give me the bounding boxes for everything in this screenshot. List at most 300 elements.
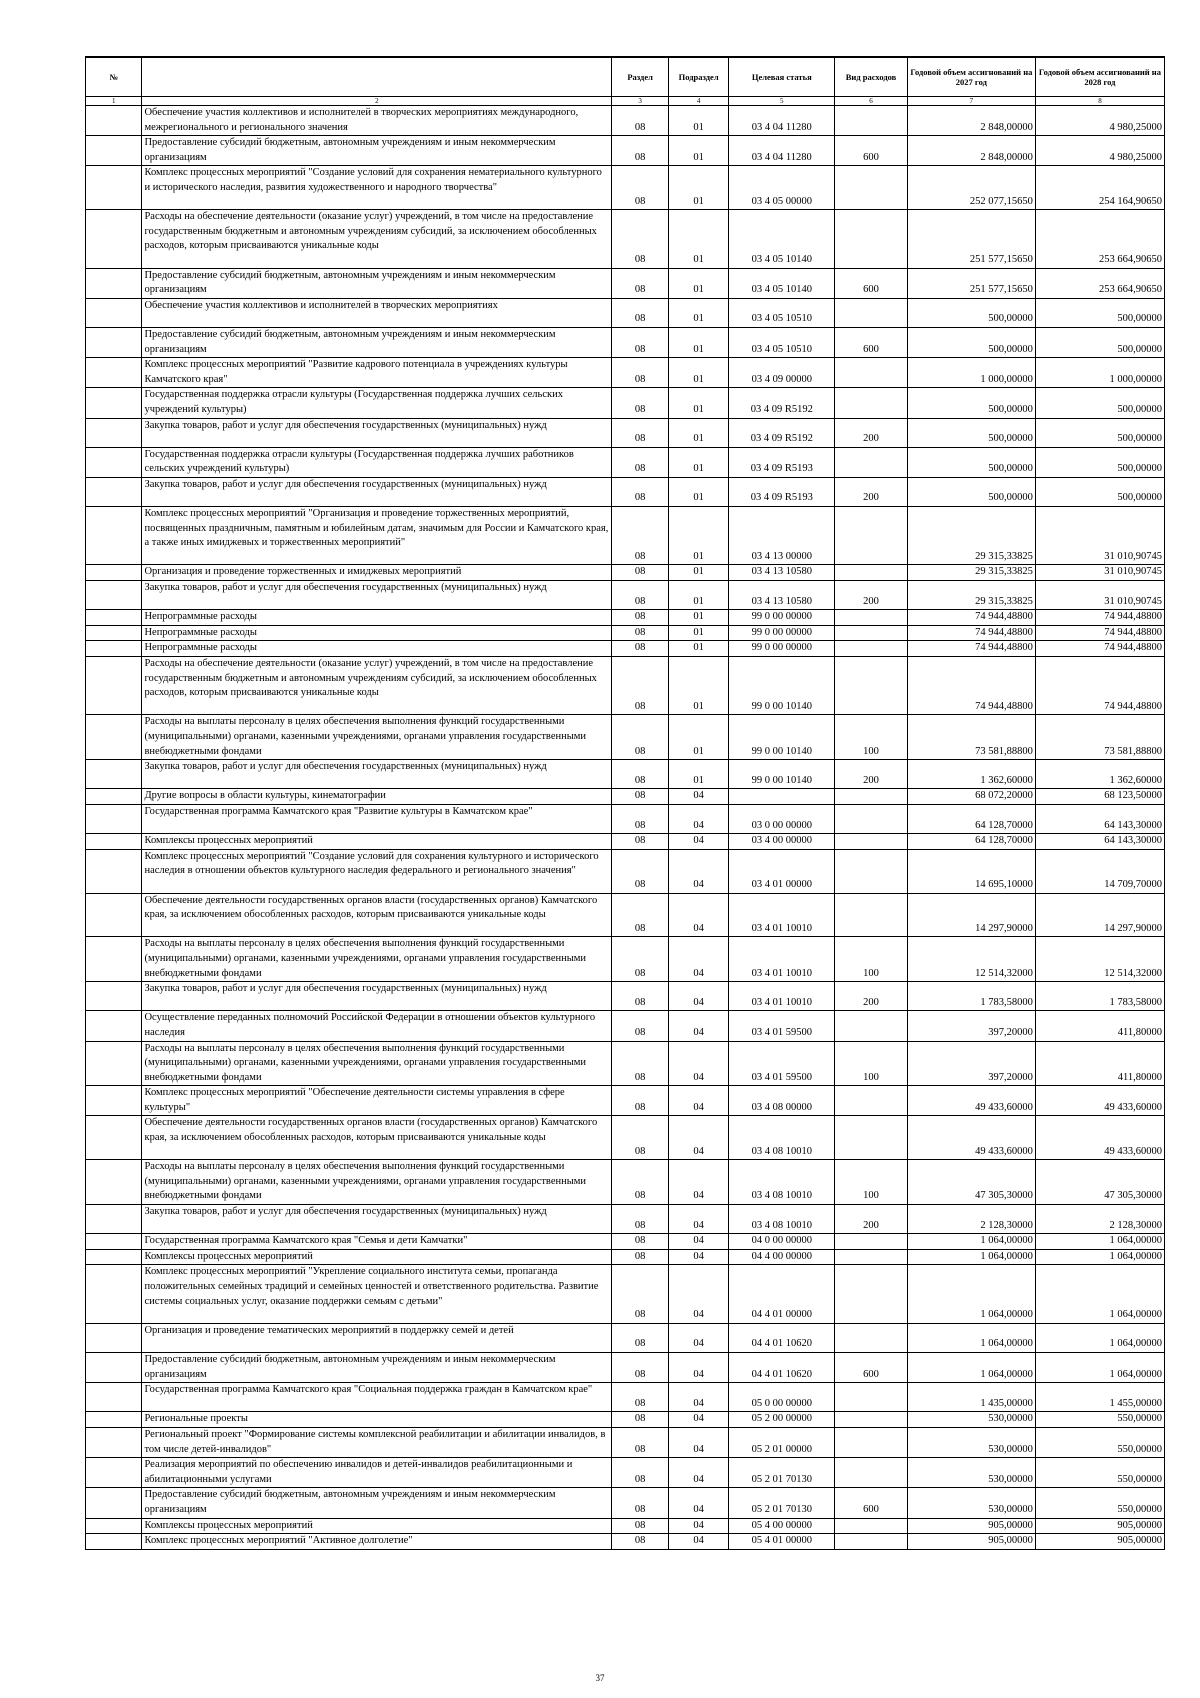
expense-type-code: 200	[835, 760, 908, 789]
table-row	[86, 1011, 1165, 1041]
allocation-2028: 254 164,90650	[1035, 166, 1164, 210]
allocation-2028: 1 000,00000	[1035, 358, 1164, 388]
target-article-code: 03 4 05 10510	[729, 298, 835, 327]
item-name: Закупка товаров, работ и услуг для обеспечения государственных (муниципальных) нужд	[142, 477, 612, 506]
target-article-code: 03 4 05 10140	[729, 210, 835, 268]
header-name	[142, 57, 612, 97]
section-code: 08	[612, 657, 668, 715]
allocation-2028: 253 664,90650	[1035, 268, 1164, 298]
section-code: 08	[612, 641, 668, 657]
no-cell	[86, 106, 142, 136]
table-row	[86, 849, 1165, 893]
item-name: Комплекс процессных мероприятий "Укрепление социального института семьи, пропаганда положительных семейных традиций и семейных ценностей и ответственного родительства. Развитие системы социальных услуг, оказание поддержки семьям с детьми"	[142, 1265, 612, 1323]
table-row	[86, 610, 1165, 626]
allocation-2028: 550,00000	[1035, 1427, 1164, 1457]
target-article-code: 04 4 01 00000	[729, 1265, 835, 1323]
allocation-2028: 14 297,90000	[1035, 893, 1164, 937]
item-name: Закупка товаров, работ и услуг для обеспечения государственных (муниципальных) нужд	[142, 982, 612, 1011]
item-name: Государственная программа Камчатского края "Развитие культуры в Камчатском крае"	[142, 804, 612, 833]
target-article-code: 05 4 01 00000	[729, 1534, 835, 1550]
item-name: Комплексы процессных мероприятий	[142, 834, 612, 850]
expense-type-code: 200	[835, 1205, 908, 1234]
expense-type-code	[835, 804, 908, 833]
target-article-code: 04 4 01 10620	[729, 1353, 835, 1383]
section-code: 08	[612, 1427, 668, 1457]
expense-type-code	[835, 893, 908, 937]
allocation-2028: 12 514,32000	[1035, 937, 1164, 982]
target-article-code: 03 4 05 10510	[729, 327, 835, 357]
section-code: 08	[612, 1518, 668, 1534]
column-number-row	[86, 97, 1165, 106]
item-name: Расходы на обеспечение деятельности (оказание услуг) учреждений, в том числе на предоставление государственным бюджетным и автономным учреждениям субсидий, за исключением обособленных расходов, которым присваиваются уникальные коды	[142, 210, 612, 268]
section-code: 08	[612, 1160, 668, 1205]
table-row	[86, 418, 1165, 447]
allocation-2027: 1 064,00000	[907, 1265, 1035, 1323]
allocation-2028: 2 128,30000	[1035, 1205, 1164, 1234]
section-code: 08	[612, 834, 668, 850]
section-code: 08	[612, 1488, 668, 1518]
target-article-code: 03 4 08 10010	[729, 1205, 835, 1234]
target-article-code: 05 2 01 00000	[729, 1427, 835, 1457]
section-code: 08	[612, 106, 668, 136]
section-code: 08	[612, 1383, 668, 1412]
section-code: 08	[612, 1353, 668, 1383]
subsection-code: 01	[668, 641, 729, 657]
expense-type-code	[835, 1383, 908, 1412]
item-name: Комплекс процессных мероприятий "Активное долголетие"	[142, 1534, 612, 1550]
expense-type-code	[835, 358, 908, 388]
table-row	[86, 1234, 1165, 1250]
subsection-code: 01	[668, 210, 729, 268]
table-row	[86, 1116, 1165, 1160]
target-article-code: 03 4 09 R5193	[729, 447, 835, 477]
allocation-2027: 500,00000	[907, 447, 1035, 477]
section-code: 08	[612, 1458, 668, 1488]
subsection-code: 01	[668, 565, 729, 581]
target-article-code: 03 0 00 00000	[729, 804, 835, 833]
allocation-2028: 500,00000	[1035, 477, 1164, 506]
table-row	[86, 789, 1165, 805]
expense-type-code: 200	[835, 982, 908, 1011]
expense-type-code	[835, 641, 908, 657]
expense-type-code	[835, 789, 908, 805]
item-name: Предоставление субсидий бюджетным, автономным учреждениям и иным некоммерческим организациям	[142, 1488, 612, 1518]
header-target-article: Целевая статья	[729, 57, 835, 97]
target-article-code: 99 0 00 00000	[729, 625, 835, 641]
no-cell	[86, 1518, 142, 1534]
allocation-2027: 500,00000	[907, 388, 1035, 418]
allocation-2028: 49 433,60000	[1035, 1116, 1164, 1160]
allocation-2028: 73 581,88800	[1035, 715, 1164, 760]
subsection-code: 04	[668, 1353, 729, 1383]
expense-type-code	[835, 1265, 908, 1323]
section-code: 08	[612, 760, 668, 789]
expense-type-code	[835, 1518, 908, 1534]
table-row	[86, 1353, 1165, 1383]
allocation-2027: 74 944,48800	[907, 641, 1035, 657]
allocation-2028: 253 664,90650	[1035, 210, 1164, 268]
column-number: 4	[668, 97, 729, 106]
allocation-2028: 31 010,90745	[1035, 581, 1164, 610]
subsection-code: 01	[668, 477, 729, 506]
no-cell	[86, 136, 142, 166]
no-cell	[86, 1116, 142, 1160]
item-name: Непрограммные расходы	[142, 625, 612, 641]
no-cell	[86, 715, 142, 760]
no-cell	[86, 1086, 142, 1116]
expense-type-code	[835, 1249, 908, 1265]
no-cell	[86, 565, 142, 581]
column-number: 3	[612, 97, 668, 106]
target-article-code: 05 2 01 70130	[729, 1458, 835, 1488]
allocation-2028: 411,80000	[1035, 1011, 1164, 1041]
allocation-2027: 251 577,15650	[907, 268, 1035, 298]
allocation-2028: 64 143,30000	[1035, 804, 1164, 833]
target-article-code: 03 4 05 10140	[729, 268, 835, 298]
table-row	[86, 893, 1165, 937]
item-name: Государственная поддержка отрасли культуры (Государственная поддержка лучших работников сельских учреждений культуры)	[142, 447, 612, 477]
section-code: 08	[612, 1249, 668, 1265]
target-article-code: 03 4 09 R5193	[729, 477, 835, 506]
allocation-2027: 29 315,33825	[907, 581, 1035, 610]
header-number: №	[86, 57, 142, 97]
allocation-2027: 49 433,60000	[907, 1116, 1035, 1160]
subsection-code: 04	[668, 1265, 729, 1323]
table-row	[86, 136, 1165, 166]
table-body	[86, 106, 1165, 1550]
section-code: 08	[612, 581, 668, 610]
allocation-2027: 530,00000	[907, 1412, 1035, 1428]
table-row	[86, 1265, 1165, 1323]
no-cell	[86, 1458, 142, 1488]
allocation-2028: 1 783,58000	[1035, 982, 1164, 1011]
expense-type-code	[835, 849, 908, 893]
no-cell	[86, 625, 142, 641]
target-article-code: 05 4 00 00000	[729, 1518, 835, 1534]
table-row	[86, 268, 1165, 298]
item-name: Другие вопросы в области культуры, кинематографии	[142, 789, 612, 805]
no-cell	[86, 447, 142, 477]
no-cell	[86, 507, 142, 565]
target-article-code: 04 4 00 00000	[729, 1249, 835, 1265]
subsection-code: 04	[668, 1160, 729, 1205]
allocation-2028: 74 944,48800	[1035, 641, 1164, 657]
item-name: Закупка товаров, работ и услуг для обеспечения государственных (муниципальных) нужд	[142, 418, 612, 447]
expense-type-code	[835, 106, 908, 136]
item-name: Комплекс процессных мероприятий "Развитие кадрового потенциала в учреждениях культуры Камчатского края"	[142, 358, 612, 388]
target-article-code: 03 4 09 R5192	[729, 388, 835, 418]
no-cell	[86, 982, 142, 1011]
target-article-code: 99 0 00 10140	[729, 657, 835, 715]
table-row	[86, 1086, 1165, 1116]
section-code: 08	[612, 804, 668, 833]
expense-type-code	[835, 447, 908, 477]
item-name: Непрограммные расходы	[142, 610, 612, 626]
table-row	[86, 210, 1165, 268]
no-cell	[86, 849, 142, 893]
expense-type-code: 200	[835, 477, 908, 506]
expense-type-code	[835, 166, 908, 210]
table-row	[86, 1534, 1165, 1550]
allocation-2027: 500,00000	[907, 327, 1035, 357]
no-cell	[86, 760, 142, 789]
item-name: Расходы на выплаты персоналу в целях обеспечения выполнения функций государственными (муниципальными) органами, казенными учреждениями, органами управления государственными внебюджетными фондами	[142, 1160, 612, 1205]
subsection-code: 04	[668, 804, 729, 833]
section-code: 08	[612, 1265, 668, 1323]
expense-type-code	[835, 834, 908, 850]
no-cell	[86, 834, 142, 850]
column-number: 2	[142, 97, 612, 106]
allocation-2028: 31 010,90745	[1035, 565, 1164, 581]
section-code: 08	[612, 893, 668, 937]
expense-type-code	[835, 1086, 908, 1116]
target-article-code: 04 0 00 00000	[729, 1234, 835, 1250]
table-row	[86, 447, 1165, 477]
allocation-2028: 1 455,00000	[1035, 1383, 1164, 1412]
allocation-2027: 29 315,33825	[907, 507, 1035, 565]
allocation-2027: 500,00000	[907, 298, 1035, 327]
allocation-2027: 500,00000	[907, 477, 1035, 506]
target-article-code: 03 4 09 00000	[729, 358, 835, 388]
subsection-code: 04	[668, 1458, 729, 1488]
table-row	[86, 641, 1165, 657]
header-row	[86, 57, 1165, 97]
no-cell	[86, 1234, 142, 1250]
target-article-code: 03 4 05 00000	[729, 166, 835, 210]
no-cell	[86, 1041, 142, 1086]
target-article-code: 05 0 00 00000	[729, 1383, 835, 1412]
subsection-code: 01	[668, 581, 729, 610]
table-row	[86, 1205, 1165, 1234]
no-cell	[86, 210, 142, 268]
table-row	[86, 982, 1165, 1011]
target-article-code: 03 4 08 00000	[729, 1086, 835, 1116]
item-name: Реализация мероприятий по обеспечению инвалидов и детей-инвалидов реабилитационными и абилитационными услугами	[142, 1458, 612, 1488]
allocation-2027: 1 435,00000	[907, 1383, 1035, 1412]
subsection-code: 04	[668, 834, 729, 850]
item-name: Государственная поддержка отрасли культуры (Государственная поддержка лучших сельских учреждений культуры)	[142, 388, 612, 418]
allocation-2028: 47 305,30000	[1035, 1160, 1164, 1205]
table-row	[86, 715, 1165, 760]
section-code: 08	[612, 715, 668, 760]
allocation-2027: 64 128,70000	[907, 834, 1035, 850]
item-name: Комплексы процессных мероприятий	[142, 1249, 612, 1265]
item-name: Обеспечение деятельности государственных органов власти (государственных органов) Камчатского края, за исключением обособленных расходов, которым присваиваются уникальные коды	[142, 893, 612, 937]
table-row	[86, 358, 1165, 388]
subsection-code: 01	[668, 418, 729, 447]
subsection-code: 04	[668, 1518, 729, 1534]
subsection-code: 04	[668, 1249, 729, 1265]
target-article-code: 05 2 00 00000	[729, 1412, 835, 1428]
section-code: 08	[612, 1234, 668, 1250]
allocation-2028: 500,00000	[1035, 418, 1164, 447]
subsection-code: 04	[668, 937, 729, 982]
no-cell	[86, 804, 142, 833]
subsection-code: 04	[668, 1534, 729, 1550]
section-code: 08	[612, 982, 668, 1011]
allocation-2027: 1 783,58000	[907, 982, 1035, 1011]
item-name: Осуществление переданных полномочий Российской Федерации в отношении объектов культурного наследия	[142, 1011, 612, 1041]
section-code: 08	[612, 388, 668, 418]
allocation-2027: 74 944,48800	[907, 657, 1035, 715]
allocation-2027: 1 064,00000	[907, 1249, 1035, 1265]
column-number: 5	[729, 97, 835, 106]
table-row	[86, 106, 1165, 136]
item-name: Расходы на выплаты персоналу в целях обеспечения выполнения функций государственными (муниципальными) органами, казенными учреждениями, органами управления государственными внебюджетными фондами	[142, 1041, 612, 1086]
item-name: Предоставление субсидий бюджетным, автономным учреждениям и иным некоммерческим организациям	[142, 268, 612, 298]
allocation-2027: 73 581,88800	[907, 715, 1035, 760]
item-name: Обеспечение участия коллективов и исполнителей в творческих мероприятиях международного, межрегионального и регионального значения	[142, 106, 612, 136]
header-allocation-2027: Годовой объем ассигнований на 2027 год	[907, 57, 1035, 97]
allocation-2027: 905,00000	[907, 1534, 1035, 1550]
subsection-code: 04	[668, 1011, 729, 1041]
allocation-2028: 500,00000	[1035, 327, 1164, 357]
subsection-code: 01	[668, 136, 729, 166]
expense-type-code	[835, 610, 908, 626]
no-cell	[86, 1160, 142, 1205]
allocation-2028: 1 064,00000	[1035, 1353, 1164, 1383]
expense-type-code	[835, 1458, 908, 1488]
no-cell	[86, 327, 142, 357]
table-row	[86, 1488, 1165, 1518]
table-row	[86, 657, 1165, 715]
section-code: 08	[612, 1041, 668, 1086]
target-article-code: 03 4 01 59500	[729, 1041, 835, 1086]
allocation-2027: 252 077,15650	[907, 166, 1035, 210]
allocation-2027: 397,20000	[907, 1041, 1035, 1086]
section-code: 08	[612, 418, 668, 447]
target-article-code: 99 0 00 10140	[729, 760, 835, 789]
target-article-code: 03 4 08 10010	[729, 1160, 835, 1205]
no-cell	[86, 789, 142, 805]
subsection-code: 01	[668, 166, 729, 210]
allocation-2027: 12 514,32000	[907, 937, 1035, 982]
column-number: 8	[1035, 97, 1164, 106]
allocation-2027: 14 695,10000	[907, 849, 1035, 893]
no-cell	[86, 166, 142, 210]
no-cell	[86, 1412, 142, 1428]
section-code: 08	[612, 937, 668, 982]
subsection-code: 04	[668, 1427, 729, 1457]
no-cell	[86, 581, 142, 610]
subsection-code: 04	[668, 1041, 729, 1086]
target-article-code: 03 4 04 11280	[729, 136, 835, 166]
subsection-code: 04	[668, 893, 729, 937]
subsection-code: 04	[668, 1234, 729, 1250]
allocation-2028: 411,80000	[1035, 1041, 1164, 1086]
no-cell	[86, 893, 142, 937]
target-article-code: 04 4 01 10620	[729, 1323, 835, 1352]
header-allocation-2028: Годовой объем ассигнований на 2028 год	[1035, 57, 1164, 97]
target-article-code: 03 4 00 00000	[729, 834, 835, 850]
allocation-2028: 49 433,60000	[1035, 1086, 1164, 1116]
no-cell	[86, 298, 142, 327]
expense-type-code: 600	[835, 1353, 908, 1383]
allocation-2027: 2 848,00000	[907, 136, 1035, 166]
table-row	[86, 507, 1165, 565]
table-row	[86, 1249, 1165, 1265]
item-name: Организация и проведение тематических мероприятий в поддержку семей и детей	[142, 1323, 612, 1352]
expense-type-code	[835, 210, 908, 268]
allocation-2027: 68 072,20000	[907, 789, 1035, 805]
column-number: 7	[907, 97, 1035, 106]
no-cell	[86, 1427, 142, 1457]
budget-table	[85, 56, 1165, 1550]
section-code: 08	[612, 849, 668, 893]
allocation-2027: 1 000,00000	[907, 358, 1035, 388]
allocation-2028: 500,00000	[1035, 388, 1164, 418]
subsection-code: 01	[668, 625, 729, 641]
no-cell	[86, 477, 142, 506]
subsection-code: 04	[668, 1323, 729, 1352]
allocation-2027: 397,20000	[907, 1011, 1035, 1041]
header-expense-type: Вид расходов	[835, 57, 908, 97]
no-cell	[86, 657, 142, 715]
target-article-code: 03 4 01 10010	[729, 982, 835, 1011]
item-name: Непрограммные расходы	[142, 641, 612, 657]
expense-type-code: 600	[835, 327, 908, 357]
allocation-2028: 1 064,00000	[1035, 1249, 1164, 1265]
table-row	[86, 625, 1165, 641]
item-name: Комплекс процессных мероприятий "Обеспечение деятельности системы управления в сфере культуры"	[142, 1086, 612, 1116]
target-article-code: 05 2 01 70130	[729, 1488, 835, 1518]
subsection-code: 04	[668, 1116, 729, 1160]
section-code: 08	[612, 610, 668, 626]
expense-type-code: 100	[835, 937, 908, 982]
allocation-2028: 64 143,30000	[1035, 834, 1164, 850]
no-cell	[86, 1488, 142, 1518]
no-cell	[86, 358, 142, 388]
item-name: Государственная программа Камчатского края "Социальная поддержка граждан в Камчатском крае"	[142, 1383, 612, 1412]
item-name: Комплексы процессных мероприятий	[142, 1518, 612, 1534]
expense-type-code	[835, 1234, 908, 1250]
expense-type-code: 200	[835, 418, 908, 447]
subsection-code: 04	[668, 1412, 729, 1428]
expense-type-code	[835, 298, 908, 327]
allocation-2027: 1 064,00000	[907, 1353, 1035, 1383]
allocation-2028: 74 944,48800	[1035, 625, 1164, 641]
allocation-2028: 905,00000	[1035, 1534, 1164, 1550]
allocation-2027: 530,00000	[907, 1458, 1035, 1488]
expense-type-code: 600	[835, 268, 908, 298]
no-cell	[86, 1383, 142, 1412]
table-row	[86, 1323, 1165, 1352]
allocation-2028: 550,00000	[1035, 1458, 1164, 1488]
expense-type-code: 100	[835, 715, 908, 760]
target-article-code: 99 0 00 10140	[729, 715, 835, 760]
section-code: 08	[612, 565, 668, 581]
table-row	[86, 327, 1165, 357]
item-name: Предоставление субсидий бюджетным, автономным учреждениям и иным некоммерческим организациям	[142, 136, 612, 166]
section-code: 08	[612, 358, 668, 388]
subsection-code: 01	[668, 715, 729, 760]
header-podrazdel: Подраздел	[668, 57, 729, 97]
target-article-code: 03 4 01 10010	[729, 937, 835, 982]
section-code: 08	[612, 166, 668, 210]
target-article-code: 03 4 01 10010	[729, 893, 835, 937]
expense-type-code: 600	[835, 136, 908, 166]
target-article-code: 03 4 04 11280	[729, 106, 835, 136]
subsection-code: 04	[668, 789, 729, 805]
item-name: Расходы на выплаты персоналу в целях обеспечения выполнения функций государственными (муниципальными) органами, казенными учреждениями, органами управления государственными внебюджетными фондами	[142, 715, 612, 760]
item-name: Расходы на выплаты персоналу в целях обеспечения выполнения функций государственными (муниципальными) органами, казенными учреждениями, органами управления государственными внебюджетными фондами	[142, 937, 612, 982]
table-row	[86, 937, 1165, 982]
allocation-2028: 550,00000	[1035, 1412, 1164, 1428]
subsection-code: 01	[668, 657, 729, 715]
table-row	[86, 804, 1165, 833]
no-cell	[86, 268, 142, 298]
expense-type-code: 100	[835, 1041, 908, 1086]
